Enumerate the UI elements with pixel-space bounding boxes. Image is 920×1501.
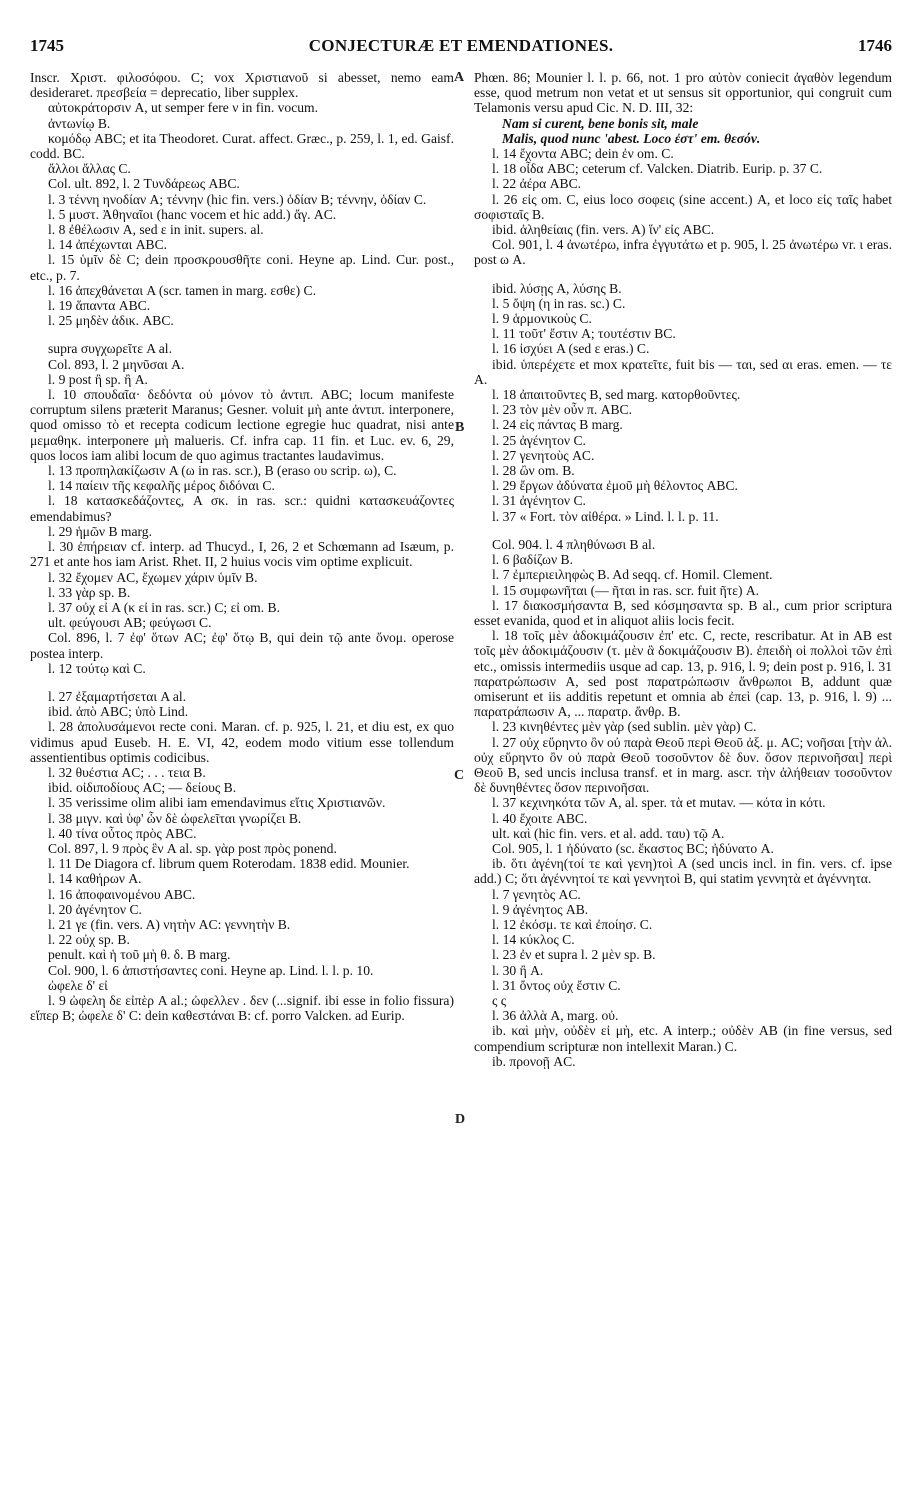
- apparatus-entry: l. 37 οὐχ εἰ A (κ εἰ in ras. scr.) C; εἰ om. B.: [48, 599, 280, 615]
- apparatus-entry: Col. 904. l. 4 πληθύνωσι B al.: [492, 536, 656, 552]
- apparatus-entry: l. 7 ἐμπεριειληφὼς B. Ad seqq. cf. Homil. Clement.: [492, 567, 773, 583]
- apparatus-entry: l. 9 ἁρμονικοὺς C.: [492, 311, 592, 327]
- apparatus-entry: l. 10 σπουδαῖα· δεδόντα οὐ μόνον τὸ ἀντιπ. ABC; locum manifeste corruptum silens præterit Maranus; Gesner. voluit μὴ ante ἀντιπ. interponere, quod omisso τὸ et recepta codicum lectione egregie huc quadrat, nisi ante μεμαθηκ. interponere μὴ malueris. Cf. infra cap. 11 fin. et Luc. ev. 6, 29, quos locos iam alibi locum de quo agimus tractantes laudavimus.: [30, 387, 454, 463]
- apparatus-entry: l. 28 ἀπολυσάμενοι recte coni. Maran. cf. p. 925, l. 21, et diu est, ex quo vidimus apud Euseb. H. E. VI, 42, eodem modo vitium esse tollendum assentientibus optimis codicibus.: [30, 719, 454, 765]
- apparatus-entry: l. 15 συμφωνῆται (— ῆται in ras. scr. fuit ῆτε) A.: [492, 582, 760, 598]
- apparatus-entry: Col. 900, l. 6 ἀπιστήσαντες coni. Heyne ap. Lind. l. l. p. 10.: [48, 962, 374, 978]
- apparatus-entry: Col. 896, l. 7 ἐφ' ὅτων AC; ἐφ' ὅτῳ B, qui dein τῷ ante ὄνομ. operose postea interp.: [30, 630, 454, 661]
- apparatus-entry: l. 11 De Diagora cf. librum quem Roterodam. 1838 edid. Mounier.: [48, 856, 410, 872]
- running-title: CONJECTURÆ ET EMENDATIONES.: [308, 36, 614, 55]
- margin-letter-d: D: [455, 1112, 466, 1127]
- margin-letter-b: B: [455, 420, 465, 435]
- apparatus-entry: l. 14 παίειν τῆς κεφαλῆς μέρος διδόναι C.: [48, 478, 275, 494]
- apparatus-entry: l. 9 ὠφελη δε εἰπὲρ A al.; ὠφελλεν . δεν (...signif. ibi esse in folio fissura) εἴπερ B; ὠφελε δ' C: dein καθεστάναι B: cf. porro Valcken. ad Eurip.: [30, 992, 454, 1024]
- apparatus-entry: κομόδῳ ABC; et ita Theodoret. Curat. affect. Græc., p. 259, l. 1, ed. Gaisf. codd. BC.: [30, 130, 454, 162]
- apparatus-entry: l. 35 verissime olim alibi iam emendavimus εἴτις Χριστιανῶν.: [48, 795, 386, 811]
- apparatus-entry: l. 13 προπηλακίζωσιν A (ω in ras. scr.), B (eraso ου scrip. ω), C.: [48, 463, 397, 479]
- apparatus-entry: ibid. ἀληθείαις (fin. vers. A) ἵν' εἰς ABC.: [492, 222, 715, 238]
- apparatus-entry: l. 8 ἐθέλωσιν A, sed ε in init. supers. al.: [48, 222, 264, 238]
- apparatus-entry: l. 28 ὢν om. B.: [492, 463, 575, 479]
- apparatus-entry: Phœn. 86; Mounier l. l. p. 66, not. 1 pro αὐτὸν coniecit ἀγαθὸν legendum esse, quod metrum non vetat et ut sensus sit opportunior, qui congruit cum Telamonis versu apud Cic. N. D. III, 32:: [474, 70, 892, 116]
- apparatus-entry: l. 16 ἀποφαινομένου ABC.: [48, 886, 196, 902]
- apparatus-entry: l. 16 ἰσχύει A (sed ε eras.) C.: [492, 341, 650, 357]
- apparatus-entry: l. 18 τοῖς μὲν ἀδοκιμάζουσιν ἐπ' etc. C, recte, rescribatur. At in AB est τοῖς μὲν ἀδοκιμάζουσιν (τ. μὲν ἃ δοκιμάζουσιν B). ἐπειδὴ οἱ πολλοὶ τῶν ἐπὶ etc., omissis intermediis usque ad cap. 13, p. 916, l. 9; dein post p. 916, l. 31 παρατρώπωσιν A, sed post παρατρώπωσιν ἄνθρωποι B, addunt quæ omiserunt et iis additis repetunt et omnia ab ἐπεὶ (cap. 13, p. 916, l. 9) ... παρατράπωσιν A, ... παρατρ. ἄνθρ. B.: [474, 628, 892, 720]
- apparatus-entry: l. 18 οἶδα ABC; ceterum cf. Valcken. Diatrib. Eurip. p. 37 C.: [492, 161, 823, 177]
- apparatus-entry: l. 25 ἀγένητον C.: [492, 432, 586, 448]
- apparatus-entry: l. 40 ἔχοιτε ABC.: [492, 810, 588, 826]
- apparatus-entry: l. 37 κεχινηκότα τῶν A, al. sper. τὰ et mutav. — κότα in κότι.: [492, 795, 826, 811]
- apparatus-entry: l. 5 ὄψη (η in ras. sc.) C.: [492, 295, 626, 311]
- apparatus-entry: l. 11 τοῦτ' ἔστιν A; τουτέστιν BC.: [492, 326, 676, 342]
- apparatus-entry: l. 33 γὰρ sp. B.: [48, 584, 131, 600]
- apparatus-entry: l. 15 ὑμῖν δὲ C; dein προσκρουσθῆτε coni. Heyne ap. Lind. Cur. post., etc., p. 7.: [30, 252, 454, 283]
- apparatus-entry: l. 30 ἢ A.: [492, 962, 544, 978]
- apparatus-entry: ult. φεύγουσι AB; φεύγωσι C.: [48, 615, 212, 631]
- apparatus-entry: Nam si curent, bene bonis sit, male: [502, 115, 699, 131]
- apparatus-entry: l. 32 ἔχομεν AC, ἔχωμεν χάριν ὑμῖν B.: [48, 569, 258, 585]
- apparatus-entry: Inscr. Χριστ. φιλοσόφου. C; vox Χριστιανοῦ si abesset, nemo eam desideraret. πρεσβεία = deprecatio, liber supplex.: [30, 70, 454, 101]
- apparatus-entry: l. 12 ἐκόσμ. τε καὶ ἐποίησ. C.: [492, 916, 653, 932]
- apparatus-entry: l. 23 τὸν μὲν οὖν π. ABC.: [492, 402, 632, 418]
- apparatus-entry: l. 40 τίνα οὗτος πρὸς ABC.: [48, 825, 197, 841]
- apparatus-entry: ὠφελε δ' εἰ: [48, 977, 108, 993]
- apparatus-entry: Malis, quod nunc 'abest. Loco ἐστ' em. θεσόν.: [502, 130, 761, 146]
- apparatus-entry: l. 14 καθήρων A.: [48, 871, 142, 887]
- right-column: [474, 70, 892, 1069]
- apparatus-entry: Col. ult. 892, l. 2 Τυνδάρεως ABC.: [48, 176, 240, 192]
- apparatus-entry: ib. ὅτι ἀγένη(τοί τε καὶ γενη)τοὶ A (sed uncis incl. in fin. vers. cf. ipse add.) C; ὅτι ἀγέννητοί τε καὶ γεννητοὶ B, qui statim γεννητὰ et ἀγέννητα.: [474, 856, 892, 887]
- apparatus-entry: l. 29 ἡμῶν B marg.: [48, 523, 153, 539]
- apparatus-entry: ib. προνοῇ AC.: [492, 1053, 576, 1069]
- apparatus-entry: l. 5 μυστ. Ἀθηναῖοι (hanc vocem et hic add.) ἄγ. AC.: [48, 206, 337, 222]
- apparatus-entry: l. 37 « Fort. τὸν αἰθέρα. » Lind. l. l. p. 11.: [492, 508, 719, 524]
- apparatus-entry: l. 19 ἅπαντα ABC.: [48, 298, 151, 314]
- apparatus-entry: l. 9 post ἢ sp. ἢ A.: [48, 371, 148, 387]
- apparatus-entry: l. 20 ἀγένητον C.: [48, 901, 142, 917]
- apparatus-entry: ib. καὶ μὴν, οὐδὲν εἰ μὴ, etc. A interp.; οὐδὲν AB (in fine versus, sed compendium scripturæ non intellexit Maran.) C.: [474, 1023, 892, 1054]
- page-number-right: 1746: [858, 36, 892, 55]
- apparatus-entry: ibid. ἀπὸ ABC; ὑπὸ Lind.: [48, 704, 189, 720]
- apparatus-entry: ibid. οἰδιποδίους AC; — δείους B.: [48, 780, 237, 796]
- apparatus-entry: Col. 897, l. 9 πρὸς ἓν A al. sp. γὰρ post πρὸς ponend.: [48, 840, 337, 856]
- apparatus-entry: l. 24 εἰς πάντας B marg.: [492, 417, 623, 433]
- apparatus-entry: ς ς: [492, 992, 507, 1008]
- apparatus-entry: αὐτοκράτορσιν A, ut semper fere ν in fin. vocum.: [48, 100, 319, 116]
- apparatus-entry: l. 6 βαδίζων B.: [492, 552, 573, 568]
- apparatus-entry: l. 32 θυέστια AC; . . . τεια B.: [48, 764, 206, 780]
- apparatus-entry: l. 22 οὐχ sp. B.: [48, 932, 130, 948]
- apparatus-entry: l. 26 εἰς om. C, eius loco σοφεις (sine accent.) A, et loco εἰς ταῖς habet σοφισταῖς B.: [474, 191, 892, 222]
- apparatus-entry: l. 18 κατασκεδάζοντες, A σκ. in ras. scr.: quidni κατασκευάζοντες emendabimus?: [30, 493, 454, 524]
- apparatus-entry: l. 21 γε (fin. vers. A) νητὴν AC: γεννητὴν B.: [48, 916, 291, 932]
- apparatus-entry: l. 18 ἀπαιτοῦντες B, sed marg. κατορθοῦντες.: [492, 387, 741, 403]
- apparatus-entry: l. 12 τούτῳ καὶ C.: [48, 660, 146, 676]
- apparatus-entry: l. 7 γενητὸς AC.: [492, 886, 581, 902]
- apparatus-entry: l. 14 ἔχοντα ABC; dein ἐν om. C.: [492, 146, 674, 162]
- apparatus-entry: l. 16 ἀπεχθάνεται A (scr. tamen in marg. εσθε) C.: [48, 282, 317, 298]
- apparatus-entry: ἄλλοι ἄλλας C.: [48, 161, 131, 177]
- apparatus-entry: l. 22 ἀέρα ABC.: [492, 176, 582, 192]
- apparatus-entry: l. 27 γενητοὺς AC.: [492, 447, 595, 463]
- apparatus-entry: l. 27 οὐχ εὕρηντο ὂν οὐ παρὰ Θεοῦ περὶ Θεοῦ ἀξ. μ. AC; νοῆσαι [τὴν ἀλ. οὐχ εὕρηντο ὂν οὐ παρὰ Θεοῦ τοσοῦντον δὲ δυν. ὅσον περινοῆσαι] περὶ Θεοῦ B, sed uncis inclusa transf. et in marg. ascr. τὴν ἀλήθειαν τοσοῦντον δὲ δυνηθέντες ὅσον περινοῆσαι.: [474, 734, 892, 796]
- apparatus-entry: l. 3 τέννη ηνοδίαν A; τέννην (hic fin. vers.) ὁδίαν B; τέννην, ὁδίαν C.: [48, 191, 427, 207]
- apparatus-entry: l. 36 ἀλλὰ A, marg. οὐ.: [492, 1008, 619, 1024]
- apparatus-entry: l. 14 ἀπέχωνται ABC.: [48, 237, 168, 253]
- running-header: [30, 36, 892, 62]
- apparatus-entry: l. 29 ἔργων ἀδύνατα ἐμοῦ μὴ θέλοντος ABC.: [492, 478, 738, 494]
- apparatus-entry: Col. 901, l. 4 ἀνωτέρω, infra ἐγγυτάτω et p. 905, l. 25 ἀνωτέρω vr. ι eras. post ω A.: [474, 237, 892, 268]
- left-column: [30, 70, 454, 1023]
- apparatus-entry: l. 38 μιγν. καὶ ὑφ' ὧν δὲ ὠφελεῖται γνωρίζει B.: [48, 810, 302, 826]
- apparatus-entry: ἀντωνίῳ B.: [48, 115, 111, 131]
- apparatus-entry: l. 31 ὄντος οὐχ ἔστιν C.: [492, 977, 621, 993]
- apparatus-entry: Col. 905, l. 1 ἠδύνατο (sc. ἕκαστος BC; ἠδύνατο A.: [492, 840, 774, 856]
- apparatus-entry: l. 30 ἐπήρειαν cf. interp. ad Thucyd., I, 26, 2 et Schœmann ad Isæum, p. 271 et ante hos iam Arist. Rhet. II, 2 huius vocis vim optime explicuit.: [30, 539, 454, 570]
- apparatus-entry: l. 17 διακοσμήσαντα B, sed κόσμησαντα sp. B al., cum prior scriptura esset evanida, quod et in aliquot aliis locis fecit.: [474, 597, 892, 628]
- apparatus-entry: ibid. ὑπερέχετε et mox κρατεῖτε, fuit bis — ται, sed αι eras. emen. — τε A.: [474, 356, 892, 387]
- apparatus-entry: l. 31 ἀγένητον C.: [492, 493, 586, 509]
- apparatus-entry: supra συγχωρεῖτε A al.: [48, 341, 172, 357]
- apparatus-entry: l. 25 μηδὲν ἀδικ. ABC.: [48, 313, 174, 329]
- apparatus-entry: l. 27 ἐξαμαρτήσεται A al.: [48, 688, 187, 704]
- page-number-left: 1745: [30, 36, 64, 55]
- apparatus-entry: l. 23 ἐν et supra l. 2 μὲν sp. B.: [492, 947, 656, 963]
- apparatus-entry: penult. καὶ ἡ τοῦ μὴ θ. δ. B marg.: [48, 947, 231, 963]
- margin-letter-c: C: [454, 768, 465, 783]
- apparatus-entry: ibid. λύσῃς A, λύσης B.: [492, 280, 622, 296]
- margin-letter-a: A: [454, 70, 465, 85]
- apparatus-entry: l. 9 ἀγένητος AB.: [492, 901, 589, 917]
- apparatus-entry: l. 23 κινηθέντες μὲν γὰρ (sed sublin. μὲν γὰρ) C.: [492, 719, 757, 735]
- apparatus-entry: l. 14 κύκλος C.: [492, 932, 575, 948]
- apparatus-entry: Col. 893, l. 2 μηνῦσαι A.: [48, 356, 185, 372]
- apparatus-entry: ult. καὶ (hic fin. vers. et al. add. ταυ) τῷ A.: [492, 825, 725, 841]
